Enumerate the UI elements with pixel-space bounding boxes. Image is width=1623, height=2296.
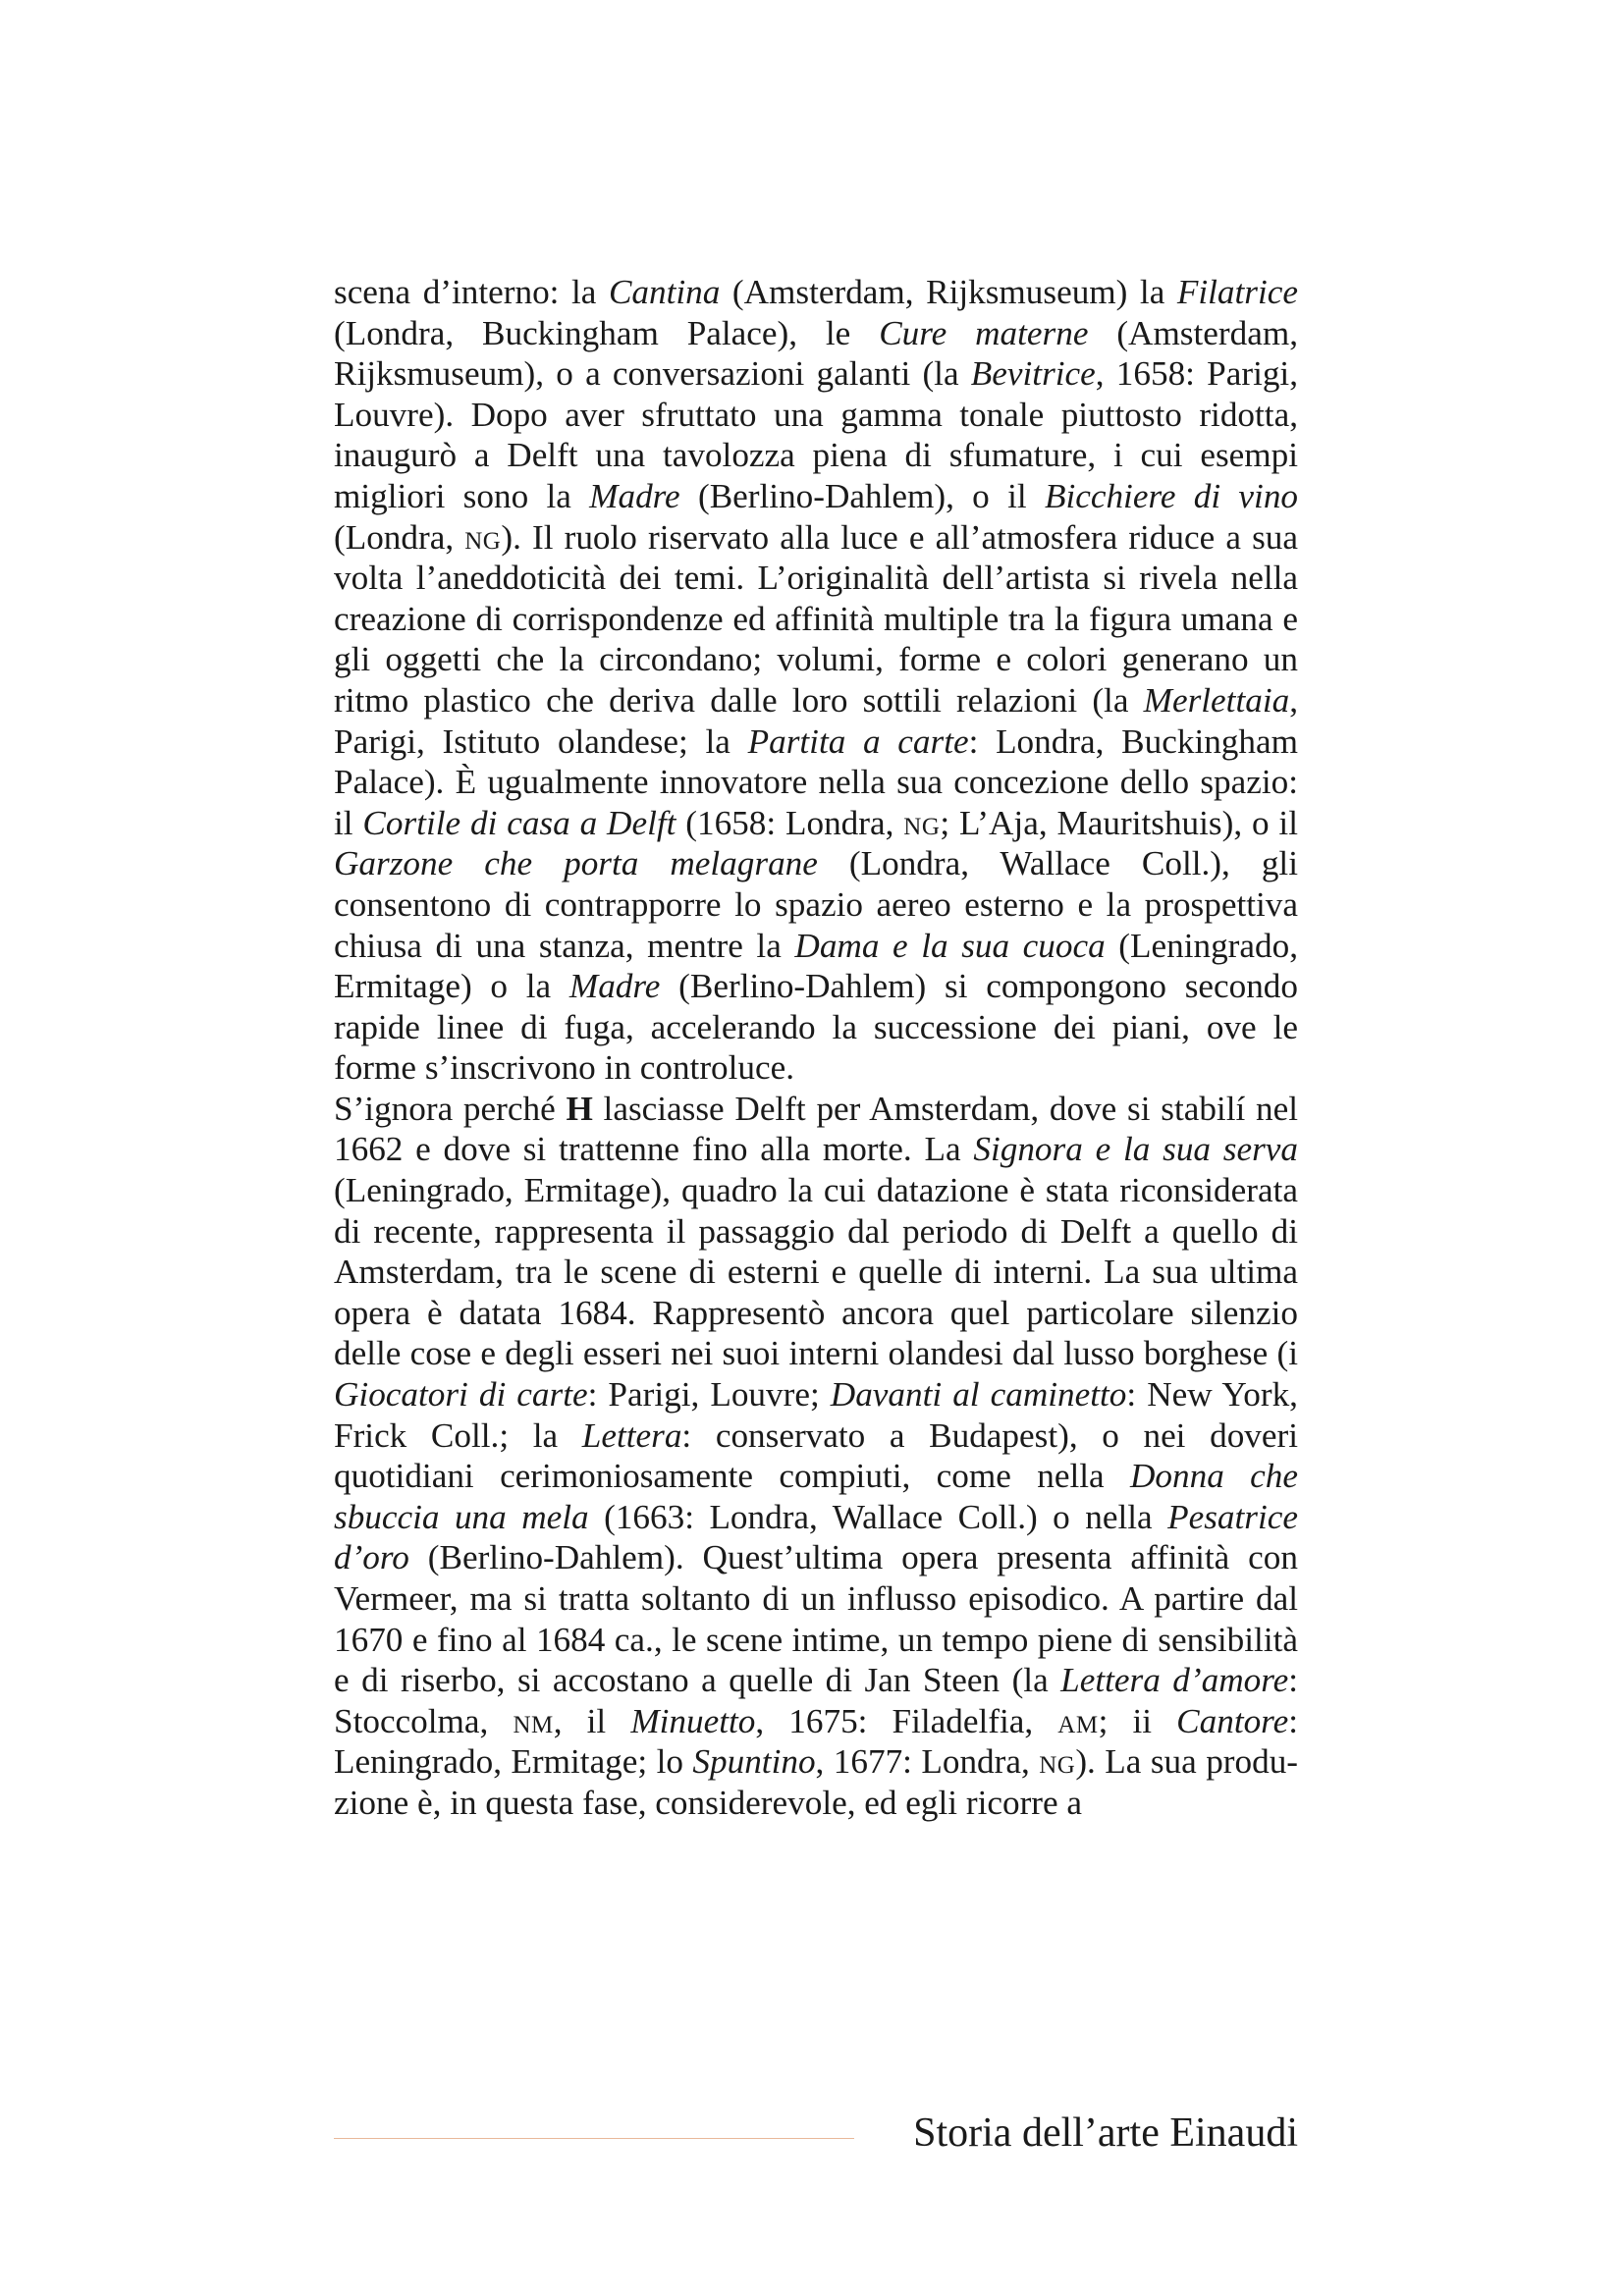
- text-run: (Londra,: [334, 517, 465, 557]
- museum-abbreviation: am: [1057, 1701, 1099, 1740]
- text-run: (Berlino-Dahlem) si compongono secondo rapide linee di fuga, accelerando la successione dei piani, ove le forme s’inscrivono in controluce.: [334, 967, 1298, 1088]
- artwork-title: Madre: [568, 967, 661, 1006]
- text-run: ). La sua produzione è, in questa fase, considerevole, ed egli ricorre a: [334, 1742, 1299, 1822]
- artwork-title: Signora e la sua serva: [973, 1130, 1298, 1169]
- text-run: scena d’interno: la: [334, 273, 609, 311]
- text-run: , 1658: Parigi, Louvre). Dopo aver sfruttato una gamma tonale piuttosto ridotta, inaugurò a Delft una tavolozza piena di sfumature, i cui esempi migliori sono la: [334, 354, 1299, 515]
- text-run: (Leningrado, Ermitage) o la: [334, 926, 1298, 1006]
- text-run: (Londra, Buckingham Palace), le: [334, 313, 880, 352]
- museum-abbreviation: ng: [464, 517, 502, 557]
- footer-rule: [334, 2138, 854, 2139]
- text-run: (Amsterdam, Rijksmuseum), o a conversazioni galanti (la: [334, 313, 1298, 394]
- text-run: ). Il ruolo riservato alla luce e all’atmosfera riduce a sua volta l’aneddoticità dei temi. L’originalità dell’artista si rivela nella creazione di corrispondenze ed affinità multiple tra la figura umana e gli oggetti che la circondano; volumi, forme e colori generano un ritmo plastico che deriva dalle loro sottili relazioni (la: [334, 517, 1298, 720]
- artwork-title: Lettera: [581, 1415, 682, 1455]
- artwork-title: Davanti al caminetto: [830, 1375, 1127, 1415]
- artwork-title: Madre: [589, 476, 680, 515]
- text-run: S’ignora perché: [334, 1089, 567, 1128]
- artwork-title: Merlettaia: [1143, 680, 1290, 720]
- text-run: : Leningrado, Ermitage; lo: [334, 1701, 1298, 1782]
- text-run: : Parigi, Louvre;: [587, 1375, 831, 1415]
- text-run: (Leningrado, Ermitage), quadro la cui datazione è stata riconsiderata di recente, rappresenta il passaggio dal periodo di Delft a quello di Amsterdam, tra le scene di esterni e quelle di interni. La sua ultima opera è datata 1684. Rappresentò ancora quel particolare silenzio delle cose e degli esseri nei suoi interni olandesi dal lusso borghese (i: [334, 1171, 1298, 1373]
- paragraph-1: [334, 272, 1298, 1089]
- text-run: (Berlino-Dahlem), o il: [679, 476, 1045, 515]
- text-run: (Amsterdam, Rijksmuseum) la: [720, 273, 1177, 311]
- text-run: (Londra, Wallace Coll.), gli consentono di contrapporre lo spazio aereo esterno e la prospettiva chiusa di una stanza, mentre la: [334, 844, 1298, 965]
- artwork-title: Dama e la sua cuoca: [794, 926, 1106, 965]
- artwork-title: Partita a carte: [747, 721, 969, 761]
- footer-title: Storia dell’arte Einaudi: [913, 2110, 1298, 2156]
- artwork-title: Pesatrice d’oro: [334, 1497, 1298, 1577]
- artwork-title: Lettera d’amore: [1060, 1661, 1289, 1700]
- page-body: [334, 272, 1298, 1824]
- text-run: , 1675: Filadelfia,: [755, 1701, 1058, 1740]
- paragraph-2: [334, 1089, 1298, 1824]
- artwork-title: Cortile di casa a Delft: [362, 803, 676, 842]
- text-run: (1658: Londra,: [676, 803, 904, 842]
- artwork-title: Bicchiere di vino: [1044, 476, 1299, 515]
- text-run: , 1677: Londra,: [815, 1742, 1040, 1782]
- text-run: : Stoccolma,: [334, 1661, 1298, 1740]
- artwork-title: Cure materne: [879, 313, 1089, 352]
- text-run: ; L’Aja, Mauritshuis), o il: [940, 803, 1298, 842]
- text-run: lasciasse Delft per Amsterdam, dove si stabilí nel 1662 e dove si trattenne fino alla morte. La: [334, 1089, 1298, 1169]
- text-run: : Londra, Buckingham Palace). È ugualmente innovatore nella sua concezione dello spazio: il: [334, 721, 1298, 842]
- artwork-title: Donna che sbuccia una mela: [334, 1457, 1298, 1536]
- artwork-title: Bevitrice: [970, 354, 1096, 394]
- text-run: (1663: Londra, Wallace Coll.) o nella: [588, 1497, 1168, 1536]
- artwork-title: Spuntino: [692, 1742, 816, 1782]
- text-run: (Berlino-Dahlem). Quest’ultima opera presenta affinità con Vermeer, ma si tratta soltanto di un influsso episodico. A partire dal 1670 e fino al 1684 ca., le scene intime, un tempo piene di sensibilità e di riserbo, si accostano a quelle di Jan Steen (la: [334, 1538, 1298, 1700]
- text-run: : New York, Frick Coll.; la: [334, 1375, 1298, 1455]
- page-footer: [334, 2109, 1298, 2160]
- museum-abbreviation: ng: [903, 803, 941, 842]
- artwork-title: Giocatori di carte: [334, 1375, 588, 1415]
- artist-initial: H: [566, 1089, 593, 1128]
- text-run: , il: [553, 1701, 631, 1740]
- museum-abbreviation: nm: [513, 1701, 554, 1740]
- artwork-title: Garzone che porta melagrane: [334, 844, 818, 883]
- text-run: , Parigi, Istituto olandese; la: [334, 680, 1298, 761]
- artwork-title: Filatrice: [1176, 273, 1298, 311]
- artwork-title: Cantina: [608, 273, 721, 311]
- text-run: : conservato a Budapest), o nei doveri quotidiani cerimoniosamente compiuti, come nella: [334, 1415, 1298, 1496]
- text-run: ; ii: [1098, 1701, 1177, 1740]
- artwork-title: Minuetto: [630, 1701, 756, 1740]
- artwork-title: Cantore: [1176, 1701, 1289, 1740]
- museum-abbreviation: ng: [1039, 1742, 1076, 1782]
